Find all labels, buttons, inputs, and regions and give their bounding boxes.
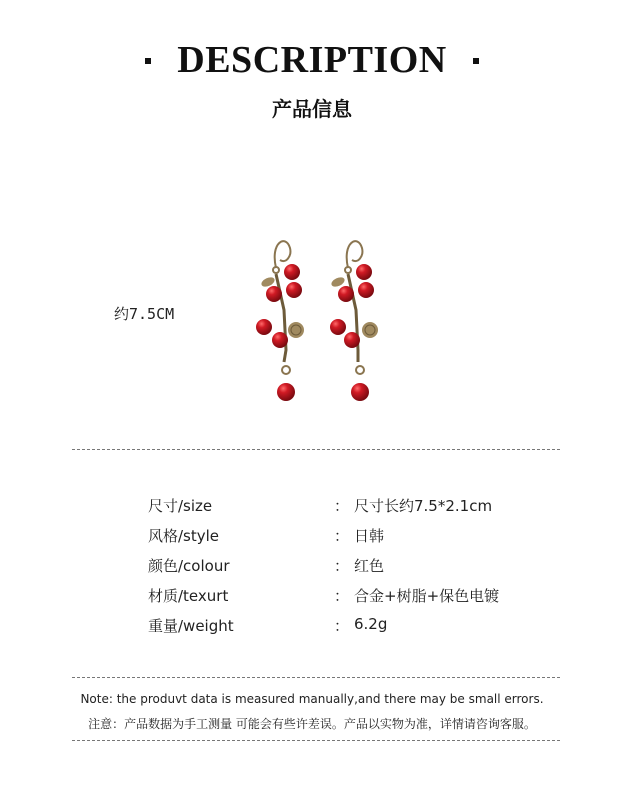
- spec-row-size: [0, 495, 624, 517]
- spec-colon: ：: [334, 617, 350, 635]
- spec-key: 重量/weight: [148, 617, 234, 635]
- spec-row-colour: [0, 555, 624, 577]
- spec-key: 颜色/colour: [148, 557, 230, 575]
- spec-value: 日韩: [354, 527, 385, 545]
- spec-key: 风格/style: [148, 527, 220, 545]
- spec-value: 尺寸长约7.5*2.1cm: [354, 497, 493, 515]
- spec-value: 合金+树脂+保色电镀: [354, 587, 500, 605]
- spec-colon: ：: [334, 587, 350, 605]
- left-earring: [256, 241, 304, 401]
- spec-row-weight: [0, 615, 624, 637]
- spec-value: 6.2g: [354, 615, 388, 633]
- page-subtitle: 产品信息: [272, 97, 352, 121]
- title-text: DESCRIPTION: [177, 39, 447, 81]
- divider-bottom: [72, 740, 560, 741]
- bullet-right-icon: [473, 58, 479, 64]
- spec-colon: ：: [334, 557, 350, 575]
- spec-colon: ：: [334, 527, 350, 545]
- right-earring: [330, 241, 378, 401]
- spec-colon: ：: [334, 497, 350, 515]
- divider-middle: [72, 677, 560, 678]
- divider-top: [72, 449, 560, 450]
- note-english: Note: the produvt data is measured manually,and there may be small errors.: [80, 692, 544, 706]
- spec-row-style: [0, 525, 624, 547]
- spec-key: 材质/texurt: [148, 587, 229, 605]
- spec-value: 红色: [354, 557, 385, 575]
- bullet-left-icon: [145, 58, 151, 64]
- spec-key: 尺寸/size: [148, 497, 213, 515]
- spec-row-material: [0, 585, 624, 607]
- product-image-earrings: [240, 230, 400, 410]
- page-title: [0, 38, 624, 82]
- note-chinese: 注意：产品数据为手工测量 可能会有些许差误。产品以实物为准，详情请咨询客服。: [88, 717, 536, 731]
- size-annotation: 约7.5CM: [114, 305, 175, 323]
